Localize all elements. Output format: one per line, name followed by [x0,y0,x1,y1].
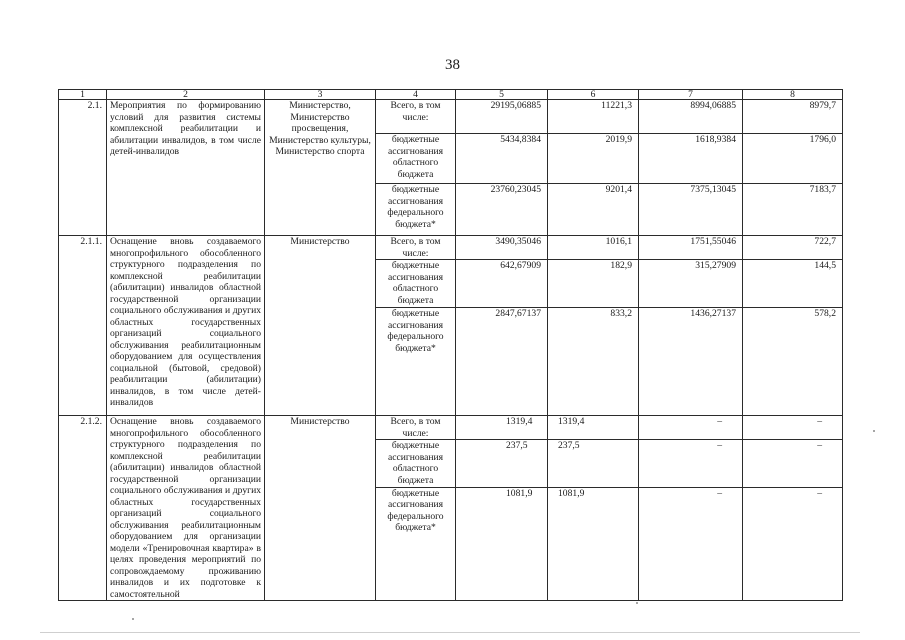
value-col5: 3490,35046 [456,236,548,260]
value-col8: 7183,7 [743,184,843,236]
value-col6: 11221,3 [548,100,639,134]
page-number: 38 [445,57,460,73]
responsible-executor: Министерство [265,416,376,601]
value-col7: 1751,55046 [639,236,743,260]
column-header: 3 [265,90,376,100]
funding-source: бюджетные ассигнования областного бюджета [376,134,456,184]
value-col7: – [639,440,743,488]
funding-source: бюджетные ассигнования областного бюджета [376,440,456,488]
value-col6: 182,9 [548,260,639,308]
measure-description: Мероприятия по формированию условий для развития системы комплексной реабилитации и абилитации инвалидов, в том числе детей-инвалидов [107,100,265,236]
row-number: 2.1.1. [59,236,107,416]
funding-source: Всего, в том числе: [376,100,456,134]
value-col5: 237,5 [456,440,548,488]
value-col5: 23760,23045 [456,184,548,236]
responsible-executor: Министерство, Министерство просвещения, Министерство культуры, Министерство спорта [265,100,376,236]
scan-speck [132,618,134,620]
scan-artifact-line [40,632,860,633]
value-col5: 1081,9 [456,487,548,600]
value-col6: 9201,4 [548,184,639,236]
value-col6: 833,2 [548,308,639,416]
funding-source: Всего, в том числе: [376,236,456,260]
measure-description: Оснащение вновь создаваемого многопрофильного обособленного структурного подразделения по комплексной реабилитации (абилитации) инвалидов областной государственной организации социального обслуживания и других областных государственных организаций социального обслуживания реабилитационным оборудованием для осуществления социальной (бытовой, средовой) реабилитации (абилитации) инвалидов, в том числе детей-инвалидов [107,236,265,416]
value-col7: 1436,27137 [639,308,743,416]
value-col8: 144,5 [743,260,843,308]
row-number: 2.1. [59,100,107,236]
value-col5: 642,67909 [456,260,548,308]
value-col7: 315,27909 [639,260,743,308]
funding-source: бюджетные ассигнования федерального бюджета* [376,308,456,416]
column-header: 5 [456,90,548,100]
column-header: 6 [548,90,639,100]
column-header: 8 [743,90,843,100]
value-col7: 7375,13045 [639,184,743,236]
column-header: 2 [107,90,265,100]
header-row [59,90,843,100]
measure-description: Оснащение вновь создаваемого многопрофильного обособленного структурного подразделения по комплексной реабилитации (абилитации) инвалидов областной государственной организации социального обслуживания и других областных государственных организаций социального обслуживания реабилитационным оборудованием для организации модели «Тренировочная квартира» в целях проведения мероприятий по сопровождаемому проживанию инвалидов и их подготовке к самостоятельной [107,416,265,601]
value-col8: 722,7 [743,236,843,260]
table-row [59,236,843,260]
value-col7: 8994,06885 [639,100,743,134]
budget-table [58,89,843,601]
value-col6: 237,5 [548,440,639,488]
value-col7: 1618,9384 [639,134,743,184]
value-col7: – [639,416,743,440]
funding-source: бюджетные ассигнования федерального бюджета* [376,184,456,236]
value-col8: 578,2 [743,308,843,416]
value-col8: 1796,0 [743,134,843,184]
funding-source: бюджетные ассигнования федерального бюджета* [376,487,456,600]
value-col6: 1081,9 [548,487,639,600]
table-row [59,100,843,134]
value-col5: 2847,67137 [456,308,548,416]
responsible-executor: Министерство [265,236,376,416]
funding-source: бюджетные ассигнования областного бюджета [376,260,456,308]
funding-source: Всего, в том числе: [376,416,456,440]
value-col7: – [639,487,743,600]
scan-speck [873,430,875,432]
row-number: 2.1.2. [59,416,107,601]
value-col8: 8979,7 [743,100,843,134]
value-col6: 1319,4 [548,416,639,440]
column-header: 1 [59,90,107,100]
table-row [59,416,843,440]
value-col8: – [743,440,843,488]
column-header: 7 [639,90,743,100]
value-col5: 5434,8384 [456,134,548,184]
column-header: 4 [376,90,456,100]
value-col5: 1319,4 [456,416,548,440]
value-col8: – [743,487,843,600]
scan-speck [636,602,638,604]
value-col6: 2019,9 [548,134,639,184]
value-col8: – [743,416,843,440]
value-col6: 1016,1 [548,236,639,260]
value-col5: 29195,06885 [456,100,548,134]
